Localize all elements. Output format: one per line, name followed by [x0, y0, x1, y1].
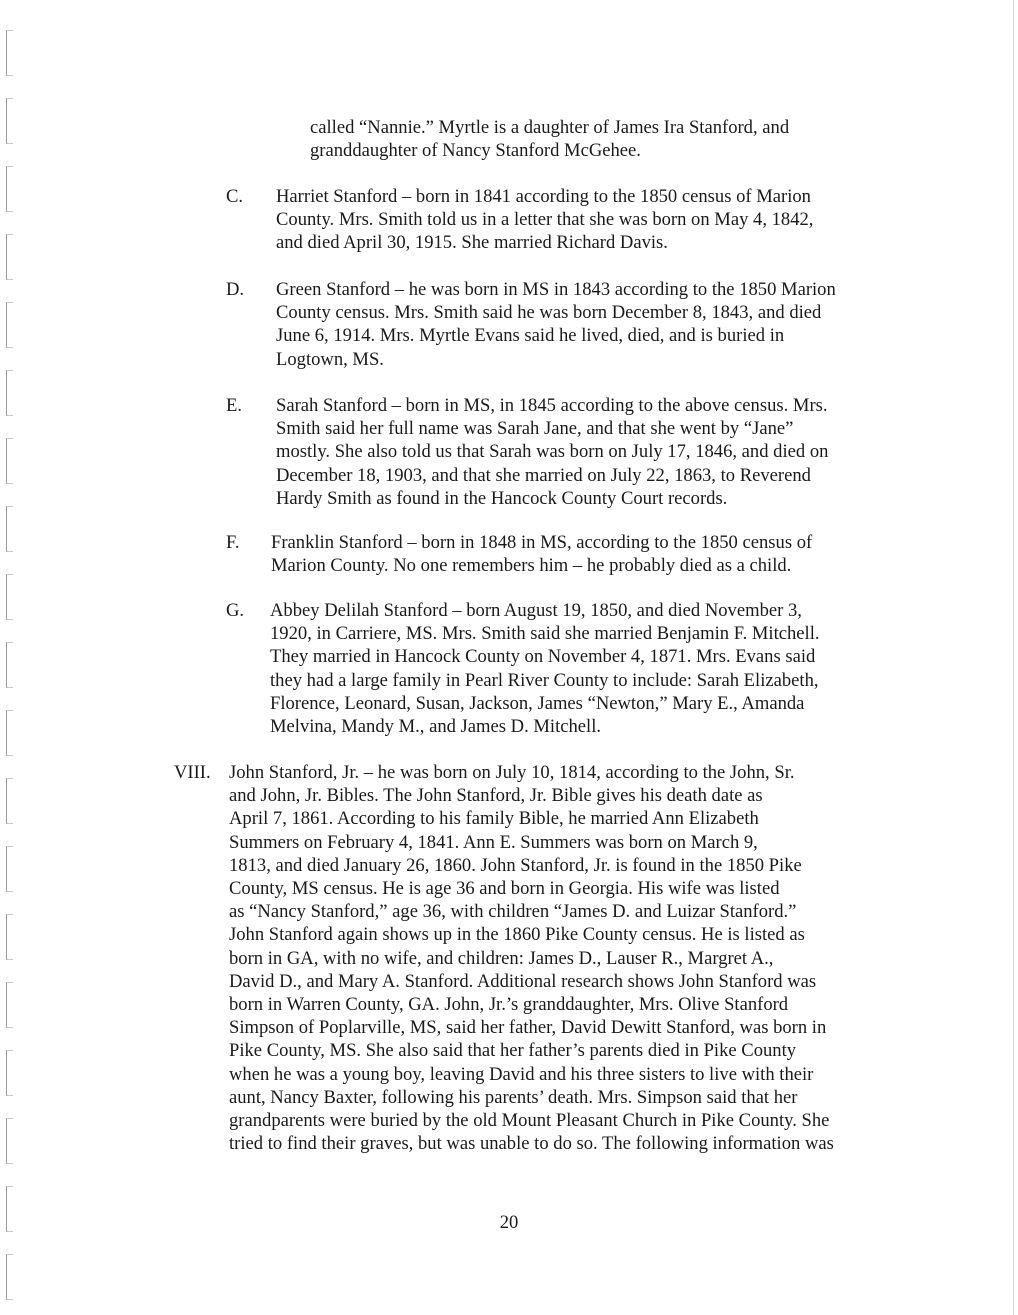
- text-line: Hardy Smith as found in the Hancock County Court records.: [276, 487, 728, 509]
- binding-tick: [6, 710, 13, 756]
- binding-tick: [6, 166, 13, 212]
- text-line: grandparents were buried by the old Mount Pleasant Church in Pike County. She: [229, 1110, 830, 1132]
- section-viii-paragraph: [229, 761, 834, 1155]
- text-line: Abbey Delilah Stanford – born August 19, 1850, and died November 3,: [270, 600, 802, 621]
- text-line: born in GA, with no wife, and children: James D., Lauser R., Margret A.,: [229, 947, 774, 969]
- text-line: tried to find their graves, but was unable to do so. The following information was: [229, 1133, 834, 1155]
- section-marker-viii: VIII.: [174, 762, 211, 783]
- text-line: Marion County. No one remembers him – he probably died as a child.: [271, 555, 792, 577]
- text-line: aunt, Nancy Baxter, following his parents’ death. Mrs. Simpson said that her: [229, 1086, 798, 1108]
- text-line: they had a large family in Pearl River County to include: Sarah Elizabeth,: [270, 669, 819, 691]
- entry-e-paragraph: [276, 394, 828, 510]
- binding-tick: [6, 846, 13, 892]
- binding-tick: [6, 1050, 13, 1096]
- text-line: County. Mrs. Smith told us in a letter that she was born on May 4, 1842,: [276, 209, 814, 231]
- text-line: Florence, Leonard, Susan, Jackson, James “Newton,” Mary E., Amanda: [270, 692, 805, 714]
- text-line: County census. Mrs. Smith said he was born December 8, 1843, and died: [276, 302, 822, 324]
- text-line: Green Stanford – he was born in MS in 1843 according to the 1850 Marion: [276, 279, 836, 300]
- binding-tick: [6, 1118, 13, 1164]
- text-line: Melvina, Mandy M., and James D. Mitchell.: [270, 716, 602, 738]
- entry-d-paragraph: [276, 278, 836, 371]
- text-line: April 7, 1861. According to his family Bible, he married Ann Elizabeth: [229, 808, 759, 830]
- text-line: Logtown, MS.: [276, 348, 384, 370]
- entry-marker-e: E.: [226, 395, 243, 416]
- binding-tick: [6, 1254, 13, 1300]
- text-line: June 6, 1914. Mrs. Myrtle Evans said he lived, died, and is buried in: [276, 325, 785, 347]
- binding-tick: [6, 370, 13, 416]
- binding-tick: [6, 98, 13, 144]
- binding-edge-marks: [0, 0, 24, 1315]
- binding-tick: [6, 234, 13, 280]
- scan-edge-line: [1013, 0, 1014, 1315]
- text-line: John Stanford, Jr. – he was born on July 10, 1814, according to the John, Sr.: [229, 762, 795, 783]
- binding-tick: [6, 778, 13, 824]
- text-line: Sarah Stanford – born in MS, in 1845 according to the above census. Mrs.: [276, 395, 828, 416]
- entry-marker-c: C.: [226, 186, 244, 207]
- text-line: mostly. She also told us that Sarah was born on July 17, 1846, and died on: [276, 441, 829, 463]
- text-line: They married in Hancock County on November 4, 1871. Mrs. Evans said: [270, 646, 816, 668]
- text-line: John Stanford again shows up in the 1860 Pike County census. He is listed as: [229, 924, 805, 946]
- text-line: Pike County, MS. She also said that her father’s parents died in Pike County: [229, 1040, 797, 1062]
- text-line: Simpson of Poplarville, MS, said her father, David Dewitt Stanford, was born in: [229, 1017, 827, 1039]
- entry-marker-f: F.: [226, 532, 240, 553]
- entry-f-paragraph: [271, 531, 812, 577]
- text-line: Harriet Stanford – born in 1841 according to the 1850 census of Marion: [276, 186, 811, 207]
- text-line: born in Warren County, GA. John, Jr.’s granddaughter, Mrs. Olive Stanford: [229, 994, 789, 1016]
- text-line: when he was a young boy, leaving David and his three sisters to live with their: [229, 1063, 814, 1085]
- binding-tick: [6, 574, 13, 620]
- binding-tick: [6, 30, 13, 76]
- entry-marker-d: D.: [226, 279, 245, 300]
- text-line: Smith said her full name was Sarah Jane, and that she went by “Jane”: [276, 418, 794, 440]
- binding-tick: [6, 642, 13, 688]
- binding-tick: [6, 914, 13, 960]
- binding-tick: [6, 982, 13, 1028]
- text-line: 1813, and died January 26, 1860. John Stanford, Jr. is found in the 1850 Pike: [229, 854, 802, 876]
- text-line: Summers on February 4, 1841. Ann E. Summers was born on March 9,: [229, 831, 758, 853]
- binding-tick: [6, 302, 13, 348]
- text-line: and John, Jr. Bibles. The John Stanford, Jr. Bible gives his death date as: [229, 785, 763, 807]
- page-number: 20: [499, 1212, 519, 1233]
- entry-g-paragraph: [270, 599, 820, 738]
- intro-paragraph: [310, 116, 789, 162]
- text-line: granddaughter of Nancy Stanford McGehee.: [310, 140, 641, 162]
- text-line: as “Nancy Stanford,” age 36, with children “James D. and Luizar Stanford.”: [229, 901, 797, 923]
- text-line: 1920, in Carriere, MS. Mrs. Smith said she married Benjamin F. Mitchell.: [270, 623, 820, 645]
- text-line: and died April 30, 1915. She married Richard Davis.: [276, 232, 668, 254]
- text-line: Franklin Stanford – born in 1848 in MS, according to the 1850 census of: [271, 532, 813, 553]
- entry-c-paragraph: [276, 185, 813, 255]
- entry-marker-g: G.: [226, 600, 245, 621]
- text-line: County, MS census. He is age 36 and born in Georgia. His wife was listed: [229, 878, 780, 900]
- text-line: called “Nannie.” Myrtle is a daughter of James Ira Stanford, and: [310, 117, 790, 138]
- binding-tick: [6, 438, 13, 484]
- binding-tick: [6, 506, 13, 552]
- text-line: David D., and Mary A. Stanford. Additional research shows John Stanford was: [229, 970, 817, 992]
- text-line: December 18, 1903, and that she married on July 22, 1863, to Reverend: [276, 464, 811, 486]
